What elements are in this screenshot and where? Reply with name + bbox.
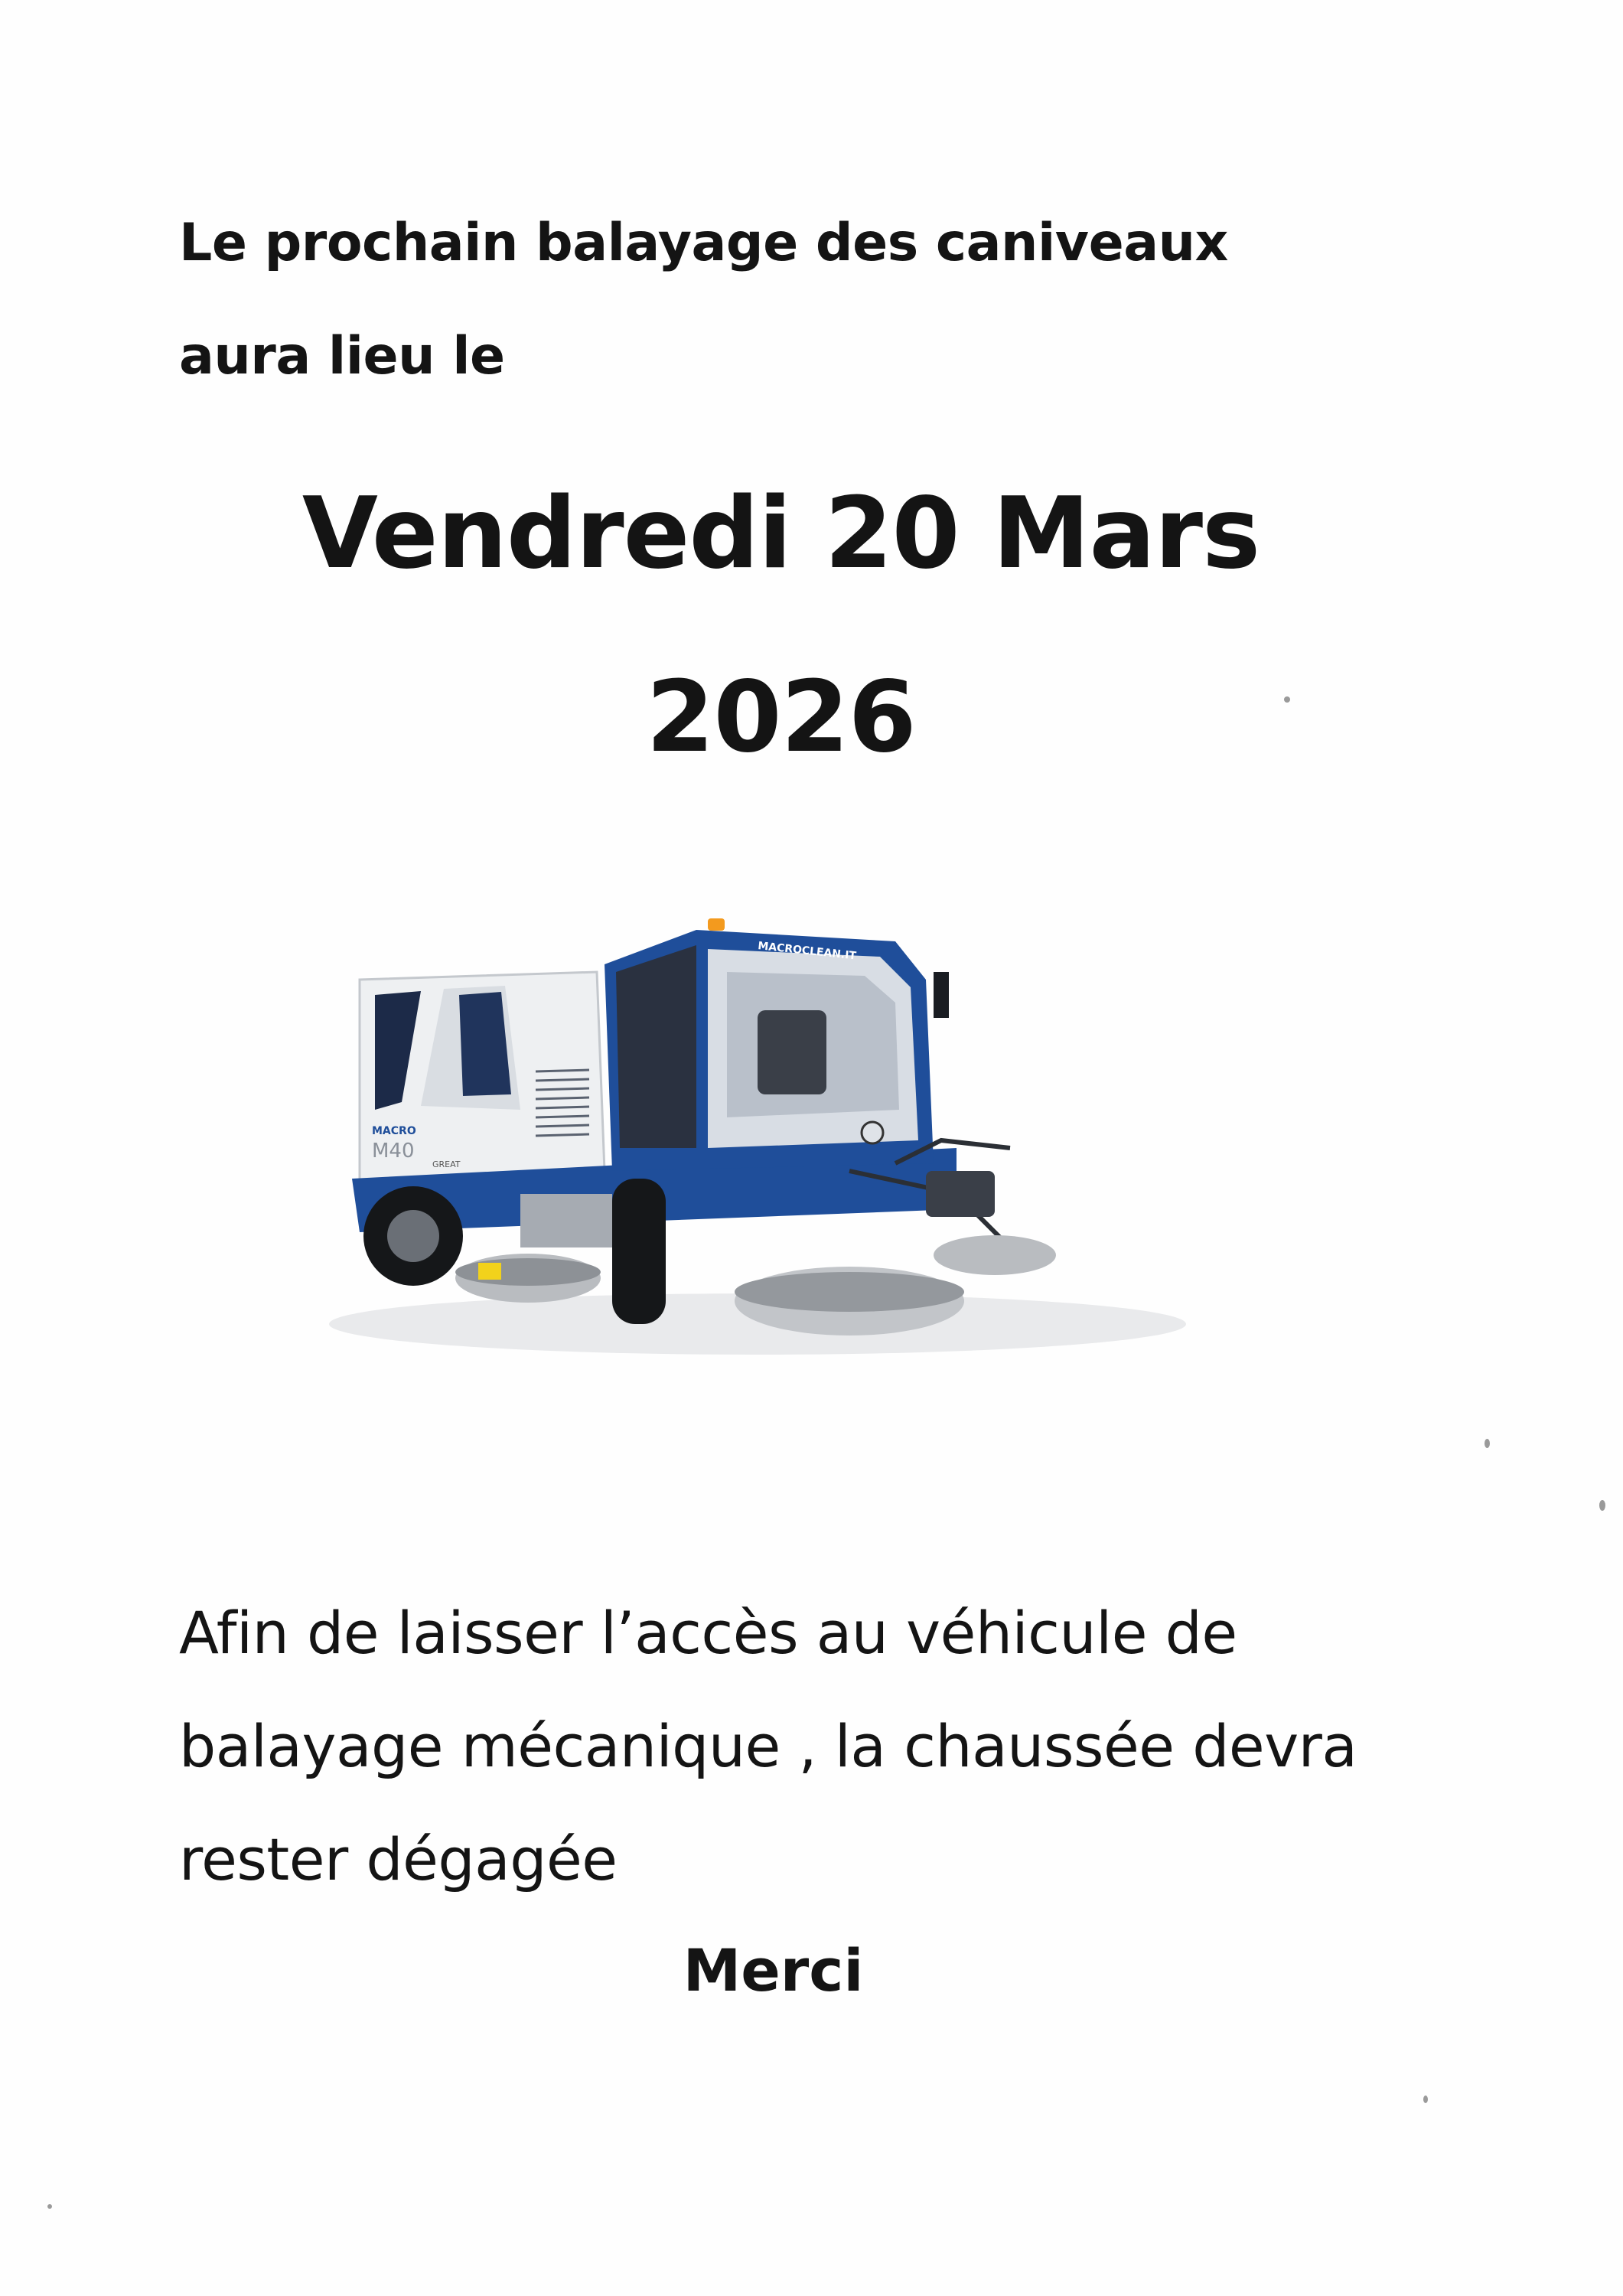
intro-text [179,187,1228,413]
notice-line-2: balayage mécanique , la chaussée devra [179,1712,1357,1780]
scan-speck [47,2204,52,2209]
thanks-text: Merci [683,1936,864,2004]
scan-speck [1599,1500,1605,1511]
front-brush-right [934,1235,1056,1275]
date-line-1: Vendredi 20 Mars [301,477,1260,591]
scan-speck [1484,1439,1490,1448]
sweeping-date [0,442,1623,810]
scan-speck [1284,696,1290,703]
notice-line-3: rester dégagée [179,1825,618,1893]
street-sweeper-illustration [268,918,1263,1378]
hopper-brand-label: MACRO [372,1125,416,1137]
intro-line-1: Le prochain balayage des caniveaux [179,213,1228,273]
date-line-2: 2026 [646,660,916,775]
scan-speck [1423,2095,1428,2103]
hopper-model-label: M40 [372,1140,415,1163]
roof-brand-label: MACROCLEAN.IT [757,940,857,963]
intro-line-2: aura lieu le [179,326,505,386]
notice-text [179,1577,1357,1916]
hopper-tagline-label: GREAT [432,1159,461,1169]
notice-line-1: Afin de laisser l’accès au véhicule de [179,1599,1237,1667]
